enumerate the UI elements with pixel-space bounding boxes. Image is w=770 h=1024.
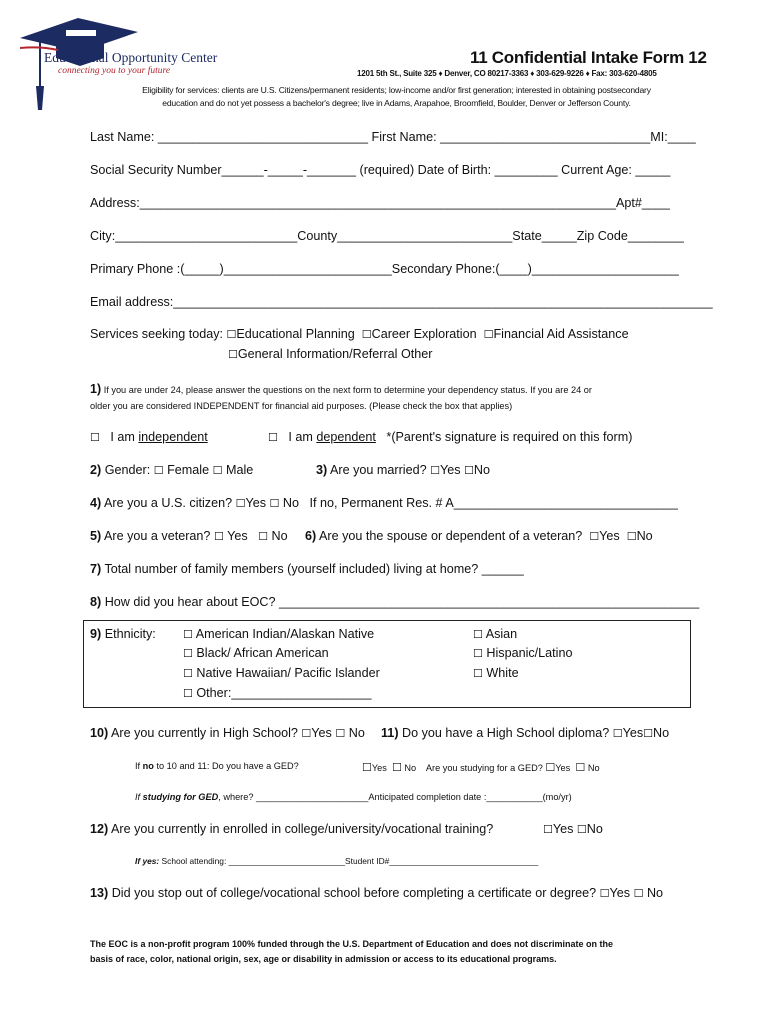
question-number: 9) xyxy=(90,627,102,641)
checkbox-independent[interactable]: ☐ xyxy=(90,431,100,444)
q9-label: Ethnicity: xyxy=(104,627,156,641)
footer-line-1: The EOC is a non-profit program 100% funded through the U.S. Department of Education and does not discriminate on the xyxy=(90,939,614,949)
option-label: Native Hawaiian/ Pacific Islander xyxy=(196,666,380,680)
checkbox-black[interactable]: ☐ xyxy=(183,647,193,660)
question-number: 4) xyxy=(90,496,102,510)
option-label: Black/ African American xyxy=(196,646,329,660)
non-discrimination-footer xyxy=(90,937,690,967)
ethnicity-option xyxy=(473,666,519,680)
footer-line-2: basis of race, color, national origin, sex, age or disability in admission or access to its educational programs. xyxy=(90,954,557,964)
option-label: Male xyxy=(225,463,254,477)
q6-label: Are you the spouse or dependent of a veteran? xyxy=(319,529,583,543)
option-label: Yes xyxy=(227,529,248,543)
option-label: Yes xyxy=(371,763,387,773)
option-label: General Information/Referral Other xyxy=(237,347,433,361)
ethnicity-box xyxy=(83,620,691,708)
option-label: Educational Planning xyxy=(236,327,355,341)
q7-family-members[interactable] xyxy=(90,562,524,576)
question-number: 5) xyxy=(90,529,102,543)
ethnicity-option xyxy=(473,646,572,660)
dependent-option xyxy=(268,430,632,444)
checkbox-male[interactable]: ☐ xyxy=(212,464,223,477)
question-number: 2) xyxy=(90,463,102,477)
parent-signature-note: *(Parent's signature is required on this form) xyxy=(386,430,633,444)
q1-text: If you are under 24, please answer the questions on the next form to determine your dependency status. If you are 24 or xyxy=(103,385,592,395)
ged-where-bold: studying for GED xyxy=(142,792,219,802)
q8-label: How did you hear about EOC? ____________________________________________________________ xyxy=(104,595,700,609)
option-label: Yes xyxy=(555,763,571,773)
org-address: 1201 5th St., Suite 325 ♦ Denver, CO 80217-3363 ♦ 303-629-9226 ♦ Fax: 303-620-4805 xyxy=(357,69,657,78)
ged-where-prefix: If xyxy=(135,792,143,802)
q6-spouse-veteran xyxy=(305,529,653,543)
checkbox-general-info[interactable]: ☐ xyxy=(228,348,238,361)
option-label: Yes xyxy=(439,463,461,477)
question-number: 8) xyxy=(90,595,102,609)
eligibility-text xyxy=(104,84,689,110)
phone-field[interactable]: Primary Phone :(_____)________________________Secondary Phone:(____)_____________________ xyxy=(90,262,679,276)
option-label: Female xyxy=(167,463,210,477)
services-row xyxy=(90,327,629,341)
checkbox-stopout-no[interactable]: ☐ xyxy=(633,887,644,900)
independent-option xyxy=(90,430,208,444)
checkbox-career-exploration[interactable]: ☐ xyxy=(361,328,372,341)
option-label: Asian xyxy=(485,627,518,641)
checkbox-female[interactable]: ☐ xyxy=(153,464,164,477)
option-label: No xyxy=(271,529,288,543)
q1-text-line2: older you are considered INDEPENDENT for financial aid purposes. (Please check the box that applies) xyxy=(90,401,513,411)
eligibility-line-1: Eligibility for services: clients are U.S. Citizens/permanent residents; low-income and/or first generation; interested in obtaining postsecondary xyxy=(142,85,651,95)
checkbox-asian[interactable]: ☐ xyxy=(473,628,483,641)
option-label: White xyxy=(486,666,519,680)
option-label: Yes xyxy=(609,886,631,900)
q7-label: Total number of family members (yourself included) living at home? ______ xyxy=(104,562,524,576)
q13-label: Did you stop out of college/vocational school before completing a certificate or degree? xyxy=(111,886,597,900)
ssn-dob-field[interactable]: Social Security Number______-_____-_______ (required) Date of Birth: _________ Current Age: _____ xyxy=(90,163,671,177)
school-attending-field[interactable] xyxy=(135,856,538,866)
option-label: No xyxy=(404,763,417,773)
q8-how-heard[interactable] xyxy=(90,595,699,609)
q4-label: Are you a U.S. citizen? xyxy=(104,496,233,510)
option-label: No xyxy=(646,886,664,900)
option-label: No xyxy=(587,763,600,773)
checkbox-hs-yes[interactable]: ☐ xyxy=(301,727,312,740)
checkbox-citizen-yes[interactable]: ☐ xyxy=(235,497,246,510)
option-label: Yes xyxy=(622,726,644,740)
option-label: No xyxy=(636,529,653,543)
checkbox-studying-no[interactable]: ☐ xyxy=(575,761,586,774)
checkbox-educational-planning[interactable]: ☐ xyxy=(226,328,237,341)
checkbox-studying-yes[interactable]: ☐ xyxy=(545,761,556,774)
q12-label: Are you currently in enrolled in college/university/vocational training? xyxy=(111,822,494,836)
checkbox-other[interactable]: ☐ xyxy=(183,687,193,700)
question-number: 1) xyxy=(90,382,102,396)
option-label: No xyxy=(653,726,670,740)
q2-label: Gender: xyxy=(104,463,151,477)
q10-label: Are you currently in High School? xyxy=(111,726,298,740)
checkbox-dependent[interactable]: ☐ xyxy=(268,431,278,444)
q5-veteran xyxy=(90,529,288,543)
q5-label: Are you a veteran? xyxy=(104,529,211,543)
ethnicity-option xyxy=(183,686,371,700)
checkbox-hispanic[interactable]: ☐ xyxy=(473,647,483,660)
option-label: I am xyxy=(288,430,317,444)
option-label: Yes xyxy=(311,726,332,740)
question-number: 12) xyxy=(90,822,109,836)
checkbox-financial-aid[interactable]: ☐ xyxy=(483,328,494,341)
option-label: independent xyxy=(138,430,208,444)
option-label: No xyxy=(282,496,300,510)
checkbox-college-yes[interactable]: ☐ xyxy=(543,823,553,836)
ged-where-field[interactable] xyxy=(135,792,572,802)
q3-label: Are you married? xyxy=(330,463,427,477)
form-title: 11 Confidential Intake Form 12 xyxy=(470,48,707,67)
services-row-2 xyxy=(228,347,432,361)
q13-stop-out xyxy=(90,886,663,900)
q12-college xyxy=(90,822,493,836)
question-number: 3) xyxy=(316,463,328,477)
org-tagline: connecting you to your future xyxy=(58,66,171,76)
q4-citizen xyxy=(90,496,678,510)
org-name: Educational Opportunity Center xyxy=(44,50,218,65)
school-if-yes: If yes: xyxy=(135,856,160,866)
ged-options xyxy=(362,761,600,774)
checkbox-spouse-yes[interactable]: ☐ xyxy=(589,530,600,543)
question-number: 13) xyxy=(90,886,109,900)
checkbox-stopout-yes[interactable]: ☐ xyxy=(599,887,610,900)
ged-prefix: If xyxy=(135,761,143,771)
ged-question xyxy=(135,761,299,771)
services-label: Services seeking today: xyxy=(90,327,224,341)
ethnicity-option xyxy=(183,666,380,680)
checkbox-native-hawaiian[interactable]: ☐ xyxy=(183,667,193,680)
checkbox-american-indian[interactable]: ☐ xyxy=(183,628,193,641)
ethnicity-option xyxy=(183,646,329,660)
option-label: Yes xyxy=(552,822,574,836)
permanent-res-field[interactable]: If no, Permanent Res. # A________________________________ xyxy=(309,496,678,510)
option-label: Other:____________________ xyxy=(196,686,372,700)
q10-high-school xyxy=(90,726,365,740)
q11-label: Do you have a High School diploma? xyxy=(402,726,610,740)
option-label: American Indian/Alaskan Native xyxy=(195,627,375,641)
option-label: Yes xyxy=(599,529,620,543)
ethnicity-option xyxy=(473,627,517,641)
school-text: School attending: _________________________Student ID#________________________________ xyxy=(159,856,539,866)
checkbox-married-no[interactable]: ☐ xyxy=(464,464,474,477)
checkbox-veteran-yes[interactable]: ☐ xyxy=(213,530,224,543)
checkbox-married-yes[interactable]: ☐ xyxy=(430,464,440,477)
question-number: 10) xyxy=(90,726,109,740)
q1-text-line1 xyxy=(90,382,592,396)
ged-studying-label: Are you studying for a GED? xyxy=(425,763,543,773)
option-label: Financial Aid Assistance xyxy=(493,327,629,341)
option-label: Yes xyxy=(245,496,267,510)
ethnicity-option xyxy=(183,627,374,641)
q9-label-row xyxy=(90,627,156,641)
checkbox-spouse-no[interactable]: ☐ xyxy=(626,530,637,543)
option-label: No xyxy=(473,463,491,477)
ged-text: to 10 and 11: Do you have a GED? xyxy=(153,761,299,771)
q2-gender xyxy=(90,463,253,477)
name-field[interactable]: Last Name: ______________________________ First Name: ______________________________MI:____ xyxy=(90,130,696,144)
q12-options xyxy=(543,822,603,836)
option-label: dependent xyxy=(316,430,376,444)
checkbox-citizen-no[interactable]: ☐ xyxy=(269,497,280,510)
address-field[interactable]: Address:____________________________________________________________________Apt#____ xyxy=(90,196,670,210)
option-label: Career Exploration xyxy=(371,327,477,341)
checkbox-college-no[interactable]: ☐ xyxy=(576,823,587,836)
option-label: I am xyxy=(110,430,139,444)
option-label: No xyxy=(586,822,603,836)
q11-diploma xyxy=(381,726,669,740)
ged-bold: no xyxy=(142,761,154,771)
checkbox-hs-no[interactable]: ☐ xyxy=(335,727,346,740)
question-number: 6) xyxy=(305,529,317,543)
email-field[interactable]: Email address:_____________________________________________________________________________ xyxy=(90,295,713,309)
question-number: 7) xyxy=(90,562,102,576)
checkbox-veteran-no[interactable]: ☐ xyxy=(258,530,269,543)
question-number: 11) xyxy=(381,726,399,740)
checkbox-ged-no[interactable]: ☐ xyxy=(391,761,402,774)
eligibility-line-2: education and do not yet possess a bachelor's degree; live in Adams, Arapahoe, Broomfield, Boulder, Denver or Jefferson County. xyxy=(162,98,631,108)
option-label: Hispanic/Latino xyxy=(486,646,573,660)
ged-where-text: , where? ______________________Anticipated completion date :___________(mo/yr) xyxy=(218,792,572,802)
q3-married xyxy=(316,463,490,477)
option-label: No xyxy=(348,726,365,740)
checkbox-white[interactable]: ☐ xyxy=(473,667,483,680)
city-state-zip-field[interactable]: City:__________________________County_________________________State_____Zip Code________ xyxy=(90,229,684,243)
checkbox-diploma-yes[interactable]: ☐ xyxy=(612,727,623,740)
checkbox-ged-yes[interactable]: ☐ xyxy=(362,761,372,774)
checkbox-diploma-no[interactable]: ☐ xyxy=(643,727,654,740)
